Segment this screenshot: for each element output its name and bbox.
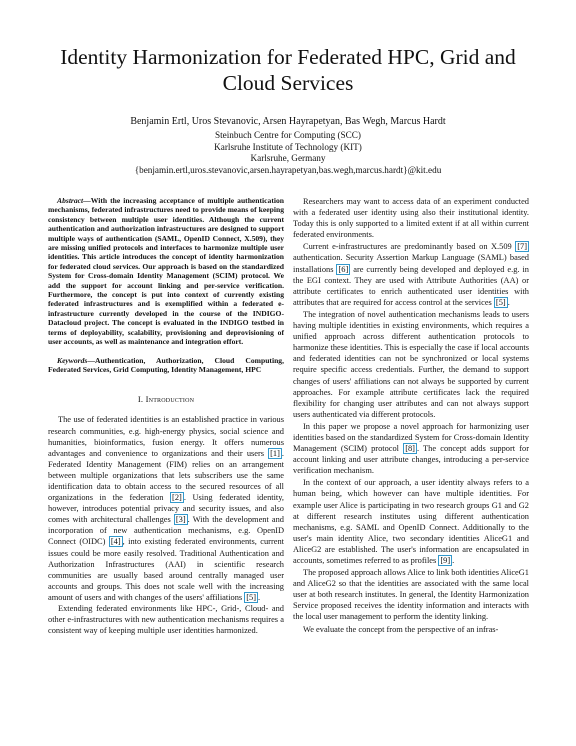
- abstract-text: —With the increasing acceptance of multiple authentication mechanisms, federated infrastructures need to provide means of keeping consistency between multiple user identities. Although the current authentication and authorization infrastructures are designed to support multiple ways of authentication (SAML, OpenID Connect, X.509), they are missing unified protocols and interfaces to harmonize multiple user identities. This article introduces the concept of identity harmonization for federated cloud services. Our approach is based on the standardized System for Cross-domain Identity Management (SCIM) protocol. We add the support for account linking and per-service verification. Furthermore, the concept is put into context of currently existing federated infrastructures and is exemplified within a federated e-infrastructure currently developed in the course of the INDIGO-Datacloud project. The concept is evaluated in the INDIGO testbed in terms of deployability, scalability, provisioning and deprovisioning of user accounts, as well as maintenance and integration effort.: [48, 196, 284, 347]
- intro-paragraph-1: [48, 414, 284, 603]
- right-column: [293, 196, 529, 636]
- paragraph-text: are currently being developed and deployed e.g. in the EGI context. They are used with Attribute Authorities (AA) or attribute certificates to enrich authenticated user identities with attributes that are required for access control at the services: [293, 264, 529, 307]
- citation-link[interactable]: [9]: [440, 556, 451, 565]
- keywords-text: —Authentication, Authorization, Cloud Computing, Federated Services, Grid Computing, Identity Management, HPC: [48, 355, 284, 374]
- paragraph-text: . The concept adds support for account linking and user attribute changes, introducing a per-service verification mechanism.: [293, 444, 530, 476]
- author-names: Benjamin Ertl, Uros Stevanovic, Arsen Hayrapetyan, Bas Wegh, Marcus Hardt: [130, 116, 446, 127]
- paragraph-text: .: [452, 556, 455, 565]
- paragraph-text: .: [507, 297, 510, 307]
- paper-title: Identity Harmonization for Federated HPC, Grid and Cloud Services: [60, 45, 516, 95]
- paragraph-text: In this paper we propose a novel approach for harmonizing user identities based on the standardized System for Cross-domain Identity Management (SCIM) protocol: [293, 421, 529, 454]
- citation-link[interactable]: [2]: [172, 493, 182, 503]
- affiliation-institute: Karlsruhe Institute of Technology (KIT): [214, 141, 362, 152]
- left-column: [48, 196, 284, 636]
- index-terms: [48, 356, 284, 375]
- section-title: Introduction: [145, 394, 195, 405]
- citation-link[interactable]: [8]: [405, 444, 415, 454]
- abstract: [48, 196, 284, 347]
- intro-paragraph-2: Extending federated environments like HPC-, Grid-, Cloud- and other e-infrastructures with new authentication mechanisms requires a consistent way of keeping multiple user identities harmonized.: [48, 604, 284, 636]
- affiliation-centre: Steinbuch Centre for Computing (SCC): [215, 129, 361, 140]
- paragraph-text: . With the development and incorporation of new authentication mechanisms, e.g. OpenID Connect (OIDC): [48, 515, 284, 547]
- citation-link[interactable]: [6]: [338, 264, 349, 274]
- citation-link[interactable]: [4]: [110, 537, 121, 547]
- author-emails: {benjamin.ertl,uros.stevanovic,arsen.hayrapetyan,bas.wegh,marcus.hardt}@kit.edu: [134, 165, 442, 176]
- author-block: [40, 116, 536, 177]
- intro-paragraph-9: We evaluate the concept from the perspective of an infras-: [303, 624, 499, 634]
- intro-paragraph-4: [293, 241, 529, 308]
- intro-paragraph-6: [293, 421, 529, 476]
- paragraph-text: The use of federated identities is an established practice in various research communities, e.g. high-energy physics, social science and humanities, bioinformatics, fusion energy. It offers numerous advantages and convenience to organizations and their users: [48, 415, 284, 458]
- paragraph-text: authentication. Security Assertion Markup Language (SAML) based installations: [293, 253, 529, 274]
- intro-paragraph-3: Researchers may want to access data of an experiment conducted with a federated user identity using also their institutional identity. Today this is only supported to a limited extent if at all within current federated environments.: [293, 197, 529, 240]
- section-number: I.: [137, 394, 144, 405]
- affiliation-location: Karlsruhe, Germany: [250, 153, 326, 164]
- citation-link[interactable]: [5]: [246, 592, 257, 602]
- paragraph-text: . Using federated identity, however, introduces potential privacy and security issues, and also comes with architectural challenges: [48, 493, 284, 525]
- paragraph-text: . Federated Identity Management (FIM) relies on an arrangement between multiple organizations that lets subscribers use the same identification data to obtain access to the secured resources of all organizations in the federation: [48, 448, 284, 503]
- paragraph-text: .: [258, 592, 261, 602]
- citation-link[interactable]: [7]: [517, 242, 527, 252]
- section-heading-introduction: [48, 394, 284, 405]
- citation-link[interactable]: [5]: [495, 297, 506, 307]
- intro-paragraph-7: [293, 477, 529, 566]
- keywords-lead: Keywords: [57, 355, 88, 365]
- intro-paragraph-5: The integration of novel authentication mechanisms leads to users having multiple identities in existing environments, which requires a unified approach across different authentication protocols to harmonize these identities. This is especially the case if local accounts and federated identities can not be synchronized or local systems require specific access credentials. Further, the demand to support changes of users' affiliations can not always be supported by current approaches. For example attribute certificates lack the required flexibility for changing user attributes and can not always support users authenticated via different protocols.: [293, 309, 529, 419]
- citation-link[interactable]: [1]: [270, 448, 280, 458]
- paragraph-text: , into existing federated environments, current issues could be more easily resolved. Traditional Authentication and Authorization Infrastructures (AAI) in scientific research communities are usually based around centrally managed user accounts and groups. This does not scale well with the increasing amount of users and with changes of the users' affiliations: [48, 537, 284, 602]
- abstract-lead: Abstract: [57, 196, 84, 205]
- citation-link[interactable]: [3]: [175, 515, 186, 525]
- intro-paragraph-8: The proposed approach allows Alice to link both identities AliceG1 and AliceG2 so that the identities are associated with the same local user at both research institutes. In general, the Identity Harmonization Service proposed receives the identity information and interacts with the local user management to perform the identity linking.: [293, 568, 529, 622]
- paragraph-text: In the context of our approach, a user identity always refers to a human being, which however can have multiple identities. For example user Alice is participating in two research groups G1 and G2 at different research institutes using different authentication mechanisms, e.g. SAML and OpenID Connect. Additionally to the user's main identity Alice, two secondary identities AliceG1 and AliceG2 are established. The user's information are encapsulated in accounts, sometimes referred to as profiles: [293, 478, 529, 565]
- paragraph-text: Current e-infrastructures are predominantly based on X.509: [303, 242, 516, 252]
